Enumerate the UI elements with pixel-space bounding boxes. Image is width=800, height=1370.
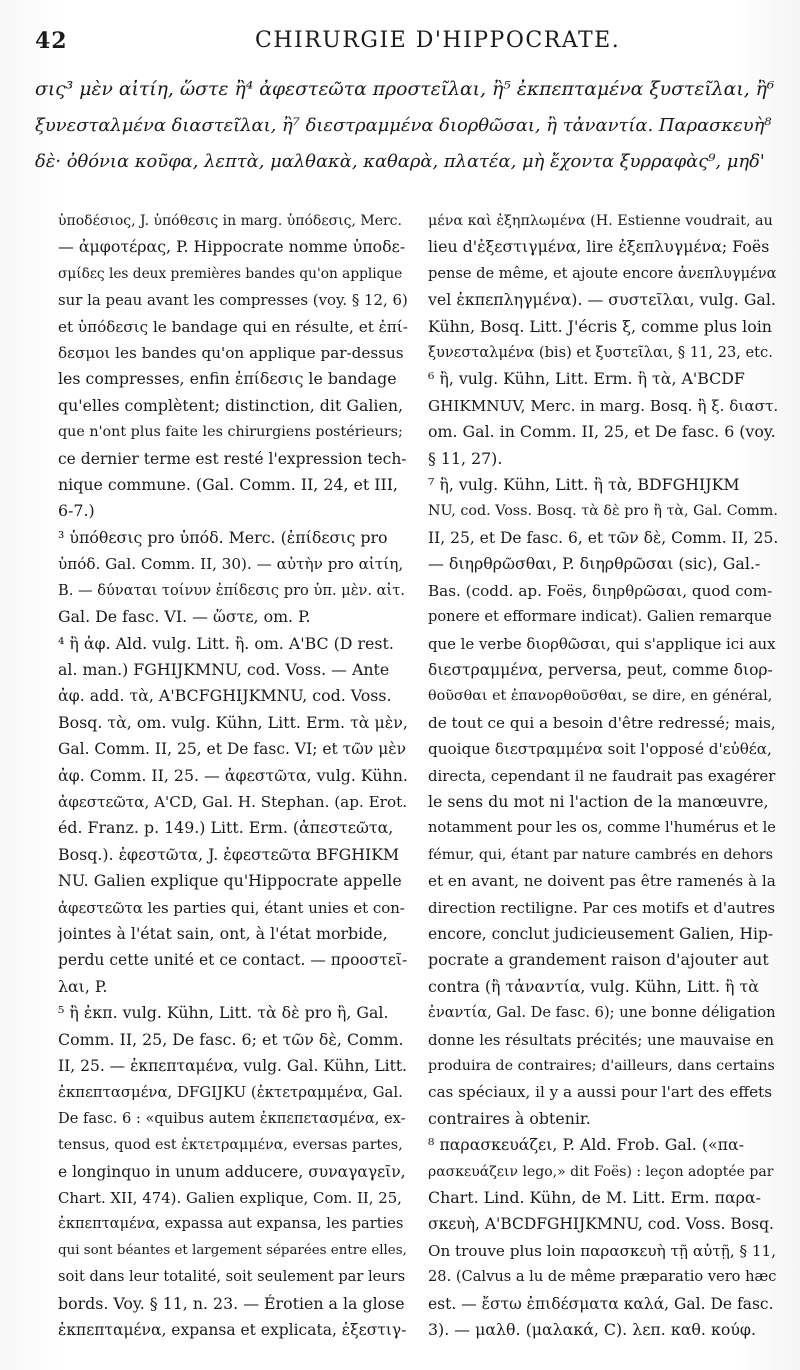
note-line: σκευὴ, A'BCDFGHIJKMNU, cod. Voss. Bosq. — [428, 1215, 774, 1234]
note-line: μένα καὶ ἐξηπλωμένα (H. Estienne voudrait, au — [428, 213, 773, 229]
note-line: De fasc. 6 : «quibus autem ἐκπεπετασμένα, ex- — [58, 1109, 406, 1127]
note-line: qui sont béantes et largement séparées entre elles, — [58, 1242, 407, 1258]
note-line: — διηρθρῶσθαι, P. διηρθρῶσαι (sic), Gal.- — [428, 554, 761, 574]
note-line: NU, cod. Voss. Bosq. τὰ δὲ pro ἢ τὰ, Gal. Comm. — [428, 503, 778, 520]
note-line: ὑπόδ. Gal. Comm. II, 30). — αὐτὴν pro αἰτίη, — [58, 555, 404, 574]
note-line: ⁶ ἢ, vulg. Kühn, Litt. Erm. ἢ τὰ, A'BCDF — [428, 369, 745, 389]
note-line: sur la peau avant les compresses (voy. § 12, 6) — [58, 291, 408, 310]
greek-line: ξυνεσταλμένα διαστεῖλαι, ἢ⁷ διεστραμμένα διορθῶσαι, ἢ τἀναντία. Παρασκευὴ⁸ — [35, 115, 772, 136]
note-line: lieu d'ἐξεστιγμένα, lire ἐξεπλυγμένα; Foës — [428, 237, 770, 257]
note-line: contraires à obtenir. — [428, 1108, 591, 1128]
note-line: que n'ont plus faite les chirurgiens postérieurs; — [58, 424, 403, 441]
note-line: jointes à l'état sain, ont, à l'état morbide, — [58, 923, 388, 943]
note-line: om. Gal. in Comm. II, 25, et De fasc. 6 (voy. — [428, 422, 776, 442]
note-line: ⁴ ἢ ἀφ. Ald. vulg. Litt. ἢ. om. A'BC (D rest. — [58, 633, 394, 653]
note-line: Gal. De fasc. VI. — ὥστε, om. P. — [58, 607, 311, 627]
note-line: ⁵ ἢ ἐκπ. vulg. Kühn, Litt. τὰ δὲ pro ἢ, Gal. — [58, 1003, 389, 1023]
note-line: ἀφ. Comm. II, 25. — ἀφεστῶτα, vulg. Kühn. — [58, 765, 408, 785]
note-line: produira de contraires; d'ailleurs, dans certains — [428, 1058, 775, 1074]
note-line: ⁸ παρασκευάζει, P. Ald. Frob. Gal. («πα- — [428, 1135, 745, 1155]
note-line: II, 25, et De fasc. 6, et τῶν δὲ, Comm. II, 25. — [428, 528, 778, 547]
note-line: bords. Voy. § 11, n. 23. — Érotien a la glose — [58, 1293, 405, 1313]
note-line: ἐκπεπτασμένα, DFGIJKU (ἐκτετραμμένα, Gal. — [58, 1083, 403, 1102]
note-line: Bosq. τὰ, om. vulg. Kühn, Litt. Erm. τὰ μὲν, — [58, 712, 408, 732]
note-line: et en avant, ne doivent pas être ramenés à la — [428, 872, 776, 891]
note-line: Comm. II, 25, De fasc. 6; et τῶν δὲ, Comm. — [58, 1029, 404, 1049]
note-line: ⁷ ἢ, vulg. Kühn, Litt. ἢ τὰ, BDFGHIJKM — [428, 475, 740, 495]
left-notes-column — [58, 208, 408, 1343]
note-line: Chart. Lind. Kühn, de M. Litt. Erm. παρα- — [428, 1188, 761, 1208]
note-line: ἐκπεπταμένα, expassa aut expansa, les parties — [58, 1215, 404, 1233]
note-line: de tout ce qui a besoin d'être redressé; mais, — [428, 713, 776, 732]
note-line: et ὑπόδεσις le bandage qui en résulte, et ἐπί- — [58, 317, 408, 336]
note-line: pense de même, et ajoute encore ἀνεπλυγμένα — [428, 264, 777, 282]
running-title: CHIRURGIE D'HIPPOCRATE. — [255, 28, 621, 53]
note-line: ἀφεστεῶτα, A'CD, Gal. H. Stephan. (ap. Erot. — [58, 792, 408, 811]
note-line: Bas. (codd. ap. Foës, διηρθρῶσαι, quod com- — [428, 581, 773, 600]
note-line: contra (ἢ τἀναντία, vulg. Kühn, Litt. ἢ τὰ — [428, 976, 759, 996]
note-line: le sens du mot ni l'action de la manœuvre, — [428, 791, 769, 811]
note-line: ξυνεσταλμένα (bis) et ξυστεῖλαι, § 11, 23, etc. — [428, 344, 773, 362]
note-line: cas spéciaux, il y a aussi pour l'art des effets — [428, 1083, 773, 1102]
note-line: Gal. Comm. II, 25, et De fasc. VI; et τῶν μὲν — [58, 740, 407, 759]
note-line: διεστραμμένα, perversa, peut, comme διορ- — [428, 660, 773, 679]
note-line: est. — ἔστω ἐπιδέσματα καλά, Gal. De fasc. — [428, 1294, 774, 1313]
note-line: fémur, qui, étant par nature cambrés en dehors — [428, 846, 773, 863]
note-line: 28. (Calvus a lu de même præparatio vero hæc — [428, 1268, 777, 1286]
page-number: 42 — [35, 28, 68, 54]
note-line: quoique διεστραμμένα soit l'opposé d'εὐθέα, — [428, 740, 772, 759]
note-line: — ἀμφοτέρας, P. Hippocrate nomme ὑποδε- — [58, 237, 406, 257]
note-line: ἐναντία, Gal. De fasc. 6); une bonne déligation — [428, 1004, 776, 1022]
note-line: ρασκευάζειν lego,» dit Foës) : leçon adoptée par — [428, 1163, 774, 1180]
note-line: nique commune. (Gal. Comm. II, 24, et III, — [58, 475, 398, 495]
note-line: ³ ὑπόθεσις pro ὑπόδ. Merc. (ἐπίδεσις pro — [58, 527, 388, 547]
note-line: ἀφεστεῶτα les parties qui, étant unies et con- — [58, 898, 405, 917]
greek-line: δὲ· ὀθόνια κοῦφα, λεπτὰ, μαλθακὰ, καθαρὰ, πλατέα, μὴ ἔχοντα ξυρραφὰς⁹, μηδ' — [35, 151, 765, 172]
note-line: Bosq.). ἐφεστῶτα, J. ἐφεστεῶτα BFGHIKM — [58, 844, 400, 864]
greek-main-text — [35, 72, 775, 180]
note-line: NU. Galien explique qu'Hippocrate appelle — [58, 871, 402, 891]
note-line: pocrate a grandement raison d'ajouter aut — [428, 950, 769, 970]
note-line: al. man.) FGHIJKMNU, cod. Voss. — Ante — [58, 659, 390, 679]
note-line: tensus, quod est ἐκτετραμμένα, eversas partes, — [58, 1137, 403, 1154]
note-line: 3). — μαλθ. (μαλακά, C). λεπ. καθ. κούφ. — [428, 1320, 757, 1340]
note-line: qu'elles complètent; distinction, dit Galien, — [58, 395, 404, 415]
note-line: λαι, P. — [58, 976, 108, 996]
note-line: B. — δύναται τοίνυν ἐπίδεσις pro ὑπ. μὲν. αἰτ. — [58, 581, 405, 599]
note-line: On trouve plus loin παρασκευὴ τῇ αὐτῇ, § 11, — [428, 1241, 777, 1260]
note-line: δεσμοι les bandes qu'on applique par-dessus — [58, 344, 404, 363]
note-line: vel ἐκπεπληγμένα). — συστεῖλαι, vulg. Gal. — [428, 290, 776, 310]
page-header — [35, 28, 765, 62]
right-notes-column — [428, 208, 778, 1343]
note-line: Kühn, Bosq. Litt. J'écris ξ, comme plus loin — [428, 316, 772, 336]
note-line: éd. Franz. p. 149.) Litt. Erm. (ἀπεστεῶτα, — [58, 818, 394, 838]
note-line: que le verbe διορθῶσαι, qui s'applique ici aux — [428, 634, 776, 653]
note-line: σμίδες les deux premières bandes qu'on applique — [58, 265, 403, 282]
note-line: notamment pour les os, comme l'humérus et le — [428, 819, 776, 837]
note-line: ce dernier terme est resté l'expression tech- — [58, 449, 407, 468]
note-line: 6-7.) — [58, 501, 95, 521]
note-line: II, 25. — ἐκπεπταμένα, vulg. Gal. Kühn, Litt. — [58, 1057, 407, 1075]
note-line: direction rectiligne. Par ces motifs et d'autres — [428, 898, 776, 917]
note-line: donne les résultats précités; une mauvaise en — [428, 1030, 775, 1049]
greek-line: σις³ μὲν αἰτίη, ὥστε ἢ⁴ ἀφεστεῶτα προστεῖλαι, ἢ⁵ ἐκπεπταμένα ξυστεῖλαι, ἢ⁶ — [35, 79, 775, 100]
note-line: ponere et efformare indicat). Galien remarque — [428, 608, 772, 626]
note-line: Chart. XII, 474). Galien explique, Com. II, 25, — [58, 1189, 402, 1208]
note-line: GHIKMNUV, Merc. in marg. Bosq. ἢ ξ. διαστ. — [428, 396, 778, 415]
note-line: § 11, 27). — [428, 448, 503, 468]
note-line: ἐκπεπταμένα, expansa et explicata, ἐξεστιγ- — [58, 1321, 407, 1340]
note-line: e longinquo in unum adducere, συναγαγεῖν, — [58, 1162, 406, 1181]
note-line: encore, conclut judicieusement Galien, Hip- — [428, 924, 774, 943]
note-line: ὑποδέσιος, J. ὑπόθεσις in marg. ὑπόδεσις, Merc. — [58, 213, 402, 229]
note-line: perdu cette unité et ce contact. — προοστεῖ- — [58, 951, 408, 970]
note-line: soit dans leur totalité, soit seulement par leurs — [58, 1268, 406, 1286]
note-line: θοῦσθαι et ἐπανορθοῦσθαι, se dire, en général, — [428, 688, 773, 705]
note-line: directa, cependant il ne faudrait pas exagérer — [428, 766, 776, 785]
note-line: les compresses, enfin ἐπίδεσις le bandage — [58, 369, 397, 389]
note-line: ἀφ. add. τὰ, A'BCFGHIJKMNU, cod. Voss. — [58, 686, 392, 706]
